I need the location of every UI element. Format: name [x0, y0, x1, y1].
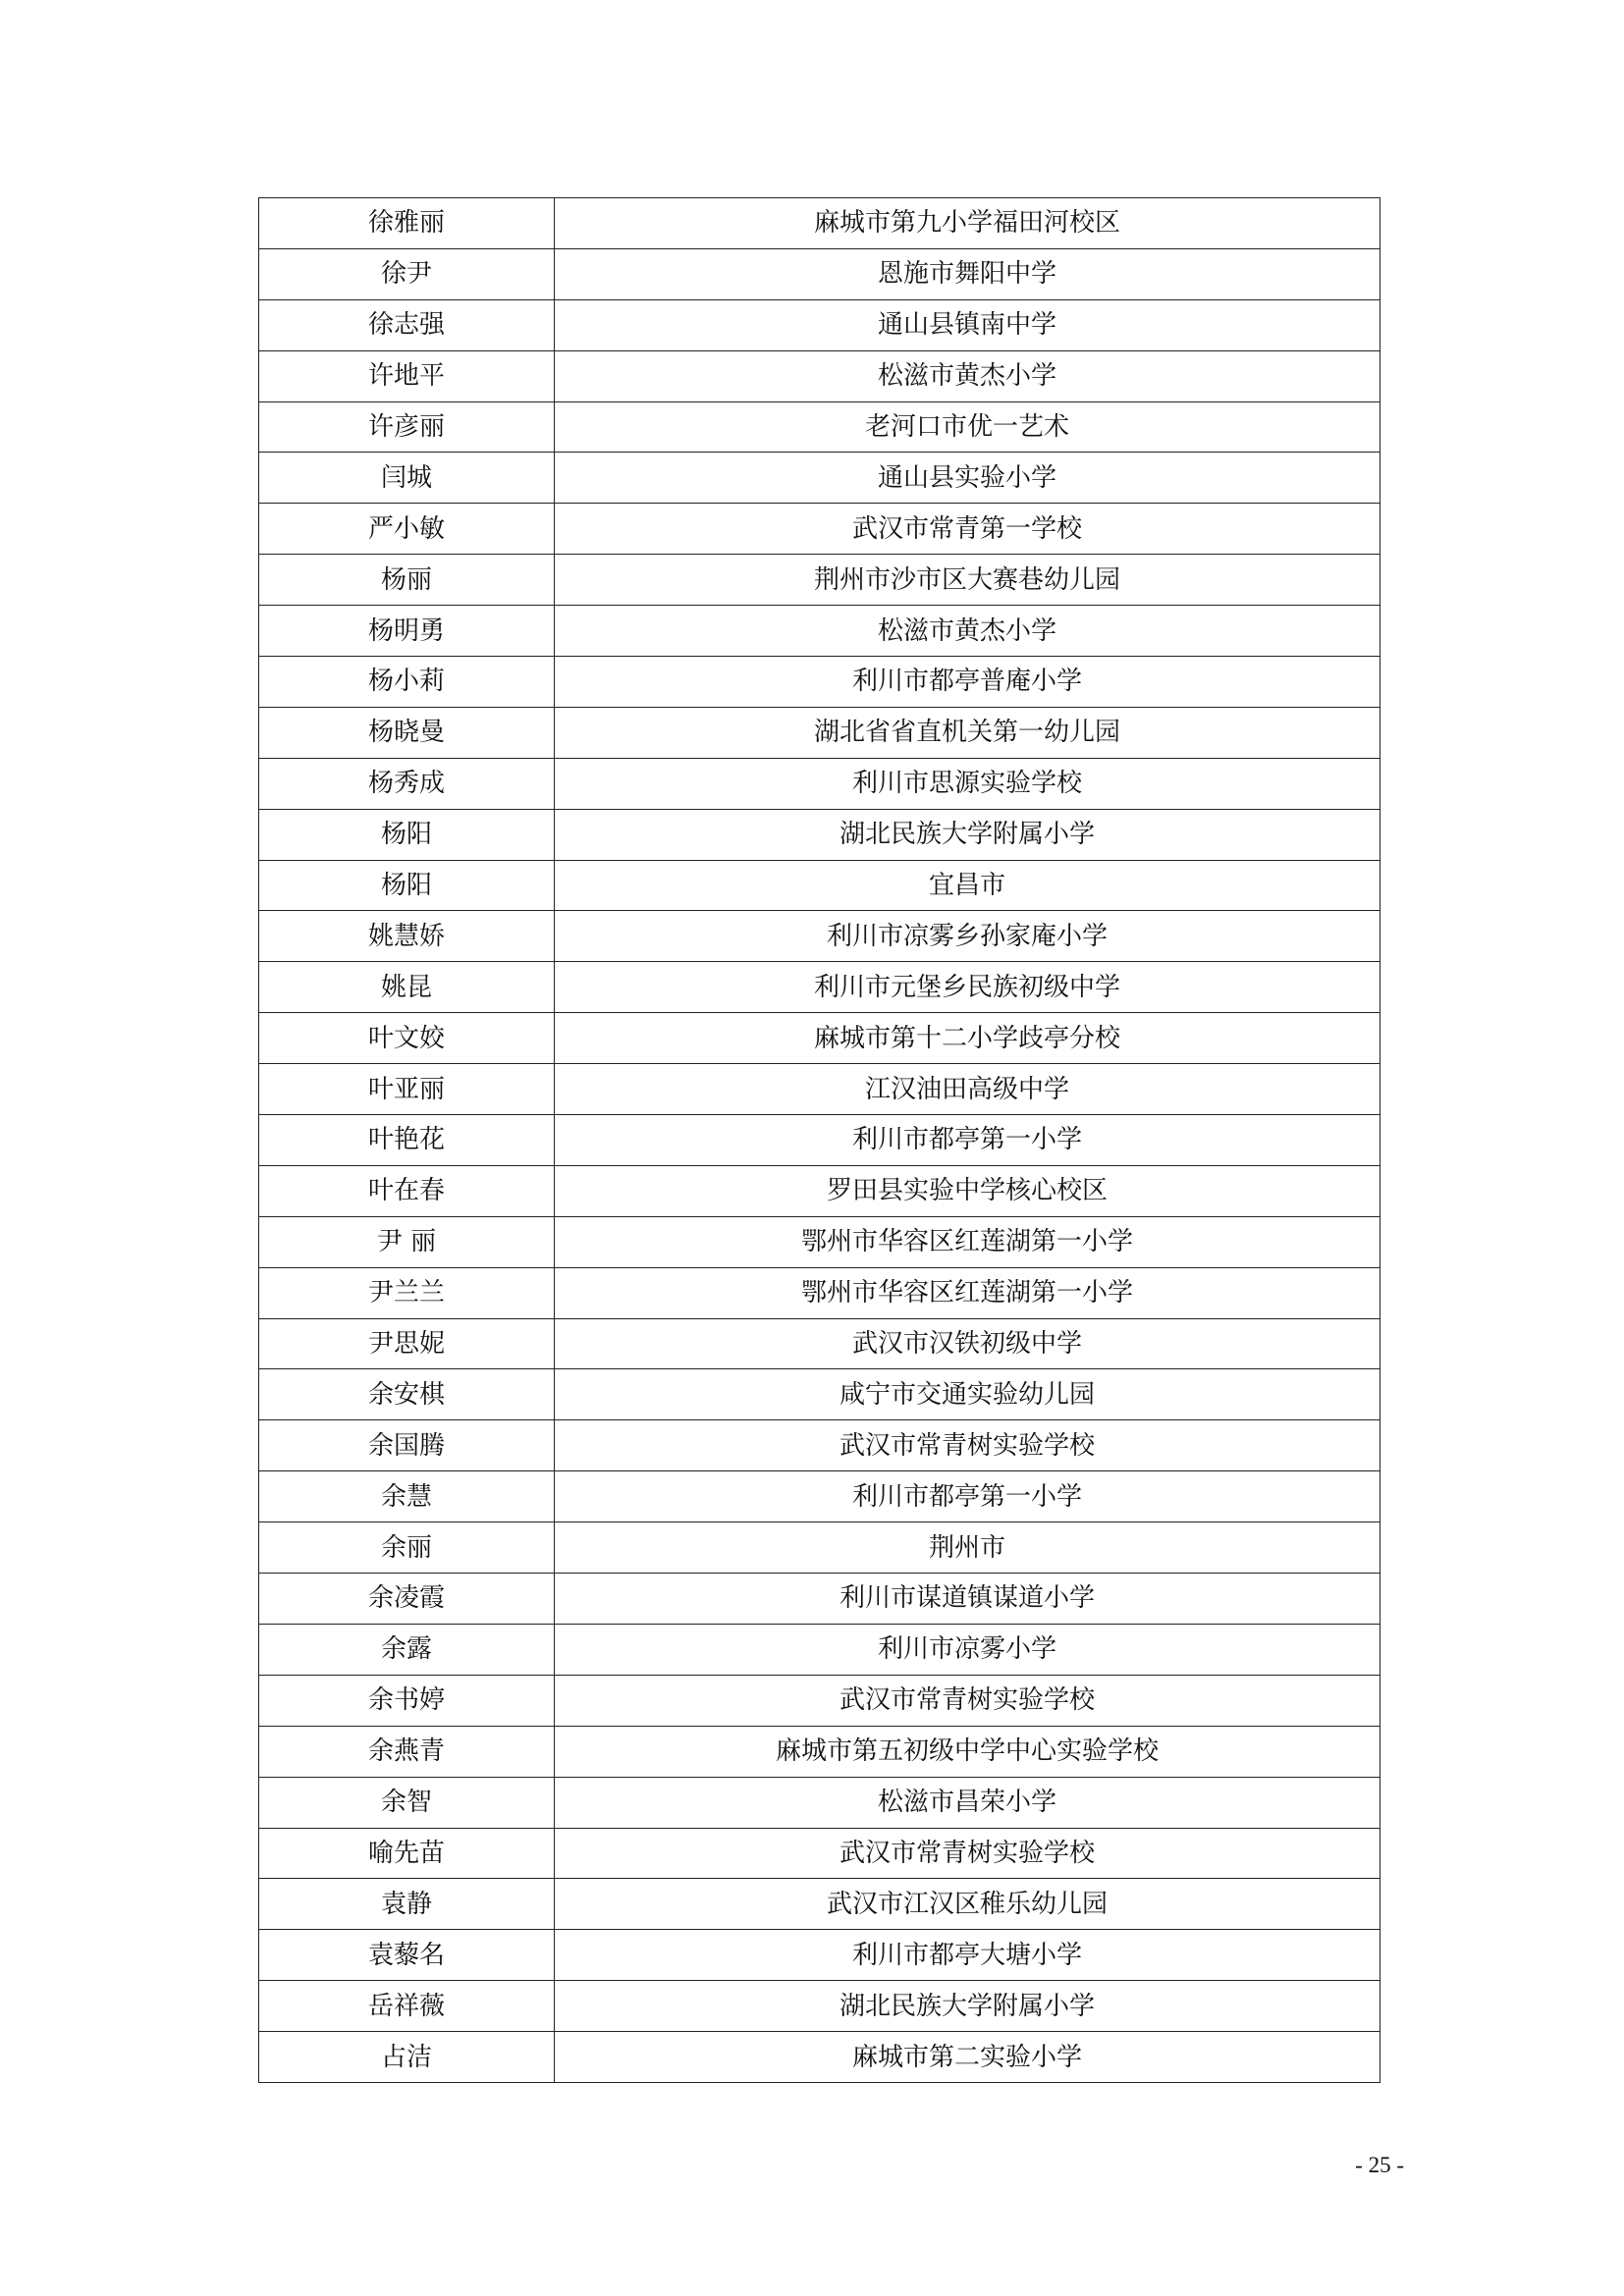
table-row: [259, 1471, 1380, 1522]
table-row: [259, 1777, 1380, 1828]
table-row: [259, 1981, 1380, 2032]
name-cell: 余凌霞: [259, 1574, 555, 1625]
school-cell: 利川市都亭第一小学: [555, 1471, 1380, 1522]
school-cell: 麻城市第九小学福田河校区: [555, 198, 1380, 249]
school-cell: 麻城市第二实验小学: [555, 2032, 1380, 2083]
name-cell: 杨阳: [259, 809, 555, 860]
name-cell: 杨晓曼: [259, 707, 555, 758]
name-cell: 徐尹: [259, 248, 555, 299]
table-row: [259, 911, 1380, 962]
table-row: [259, 758, 1380, 809]
name-cell: 余露: [259, 1624, 555, 1675]
school-cell: 鄂州市华容区红莲湖第一小学: [555, 1267, 1380, 1318]
school-cell: 利川市凉雾小学: [555, 1624, 1380, 1675]
school-cell: 武汉市江汉区稚乐幼儿园: [555, 1879, 1380, 1930]
table-row: [259, 555, 1380, 606]
name-cell: 尹思妮: [259, 1318, 555, 1369]
name-cell: 岳祥薇: [259, 1981, 555, 2032]
table-row: [259, 248, 1380, 299]
name-cell: 杨阳: [259, 860, 555, 911]
school-cell: 老河口市优一艺术: [555, 401, 1380, 453]
school-cell: 宜昌市: [555, 860, 1380, 911]
name-cell: 姚昆: [259, 962, 555, 1013]
name-cell: 叶在春: [259, 1165, 555, 1216]
table-row: [259, 1675, 1380, 1726]
name-cell: 余燕青: [259, 1726, 555, 1777]
table-row: [259, 1624, 1380, 1675]
table-row: [259, 1369, 1380, 1420]
table-row: [259, 606, 1380, 657]
name-cell: 杨明勇: [259, 606, 555, 657]
school-cell: 湖北省省直机关第一幼儿园: [555, 707, 1380, 758]
school-cell: 麻城市第五初级中学中心实验学校: [555, 1726, 1380, 1777]
school-cell: 利川市都亭大塘小学: [555, 1930, 1380, 1981]
name-cell: 叶文姣: [259, 1013, 555, 1064]
school-cell: 咸宁市交通实验幼儿园: [555, 1369, 1380, 1420]
table-row: [259, 860, 1380, 911]
name-cell: 占洁: [259, 2032, 555, 2083]
name-cell: 余国腾: [259, 1420, 555, 1471]
table-row: [259, 1879, 1380, 1930]
school-cell: 利川市谋道镇谋道小学: [555, 1574, 1380, 1625]
table-row: [259, 1115, 1380, 1166]
name-cell: 余智: [259, 1777, 555, 1828]
table-row: [259, 1726, 1380, 1777]
table-row: [259, 2032, 1380, 2083]
table-row: [259, 1165, 1380, 1216]
name-cell: 闫城: [259, 453, 555, 504]
school-cell: 湖北民族大学附属小学: [555, 1981, 1380, 2032]
school-cell: 通山县实验小学: [555, 453, 1380, 504]
table-row: [259, 962, 1380, 1013]
school-cell: 武汉市汉铁初级中学: [555, 1318, 1380, 1369]
school-cell: 湖北民族大学附属小学: [555, 809, 1380, 860]
school-cell: 松滋市昌荣小学: [555, 1777, 1380, 1828]
name-cell: 许彦丽: [259, 401, 555, 453]
name-cell: 叶亚丽: [259, 1064, 555, 1115]
table-row: [259, 1930, 1380, 1981]
table-row: [259, 198, 1380, 249]
name-cell: 尹兰兰: [259, 1267, 555, 1318]
name-cell: 杨小莉: [259, 657, 555, 708]
name-cell: 徐雅丽: [259, 198, 555, 249]
school-cell: 武汉市常青树实验学校: [555, 1420, 1380, 1471]
table-row: [259, 1828, 1380, 1879]
name-cell: 袁藜名: [259, 1930, 555, 1981]
school-cell: 武汉市常青树实验学校: [555, 1828, 1380, 1879]
table-row: [259, 453, 1380, 504]
table-row: [259, 299, 1380, 350]
name-cell: 尹 丽: [259, 1216, 555, 1267]
name-cell: 袁静: [259, 1879, 555, 1930]
school-cell: 江汉油田高级中学: [555, 1064, 1380, 1115]
name-cell: 杨秀成: [259, 758, 555, 809]
school-cell: 利川市都亭普庵小学: [555, 657, 1380, 708]
name-cell: 徐志强: [259, 299, 555, 350]
school-cell: 利川市思源实验学校: [555, 758, 1380, 809]
school-cell: 恩施市舞阳中学: [555, 248, 1380, 299]
table-row: [259, 1267, 1380, 1318]
name-cell: 姚慧娇: [259, 911, 555, 962]
school-cell: 利川市凉雾乡孙家庵小学: [555, 911, 1380, 962]
name-cell: 余慧: [259, 1471, 555, 1522]
name-cell: 喻先苗: [259, 1828, 555, 1879]
school-cell: 松滋市黄杰小学: [555, 350, 1380, 401]
table-row: [259, 350, 1380, 401]
table-row: [259, 657, 1380, 708]
school-cell: 荆州市: [555, 1522, 1380, 1574]
school-cell: 麻城市第十二小学歧亭分校: [555, 1013, 1380, 1064]
table-row: [259, 1216, 1380, 1267]
table-row: [259, 1064, 1380, 1115]
name-cell: 余丽: [259, 1522, 555, 1574]
school-cell: 松滋市黄杰小学: [555, 606, 1380, 657]
school-cell: 荆州市沙市区大赛巷幼儿园: [555, 555, 1380, 606]
table-row: [259, 1013, 1380, 1064]
school-cell: 利川市都亭第一小学: [555, 1115, 1380, 1166]
school-cell: 通山县镇南中学: [555, 299, 1380, 350]
page-number: - 25 -: [1355, 2153, 1404, 2177]
table-row: [259, 1574, 1380, 1625]
school-cell: 武汉市常青树实验学校: [555, 1675, 1380, 1726]
name-cell: 余安棋: [259, 1369, 555, 1420]
name-cell: 余书婷: [259, 1675, 555, 1726]
table-row: [259, 401, 1380, 453]
table-row: [259, 809, 1380, 860]
roster-table: [258, 197, 1380, 2083]
school-cell: 利川市元堡乡民族初级中学: [555, 962, 1380, 1013]
name-cell: 杨丽: [259, 555, 555, 606]
table-row: [259, 1522, 1380, 1574]
table-row: [259, 1420, 1380, 1471]
table-row: [259, 504, 1380, 555]
name-cell: 叶艳花: [259, 1115, 555, 1166]
roster-table-body: [259, 198, 1380, 2083]
school-cell: 鄂州市华容区红莲湖第一小学: [555, 1216, 1380, 1267]
table-row: [259, 707, 1380, 758]
school-cell: 武汉市常青第一学校: [555, 504, 1380, 555]
name-cell: 许地平: [259, 350, 555, 401]
table-row: [259, 1318, 1380, 1369]
name-cell: 严小敏: [259, 504, 555, 555]
school-cell: 罗田县实验中学核心校区: [555, 1165, 1380, 1216]
